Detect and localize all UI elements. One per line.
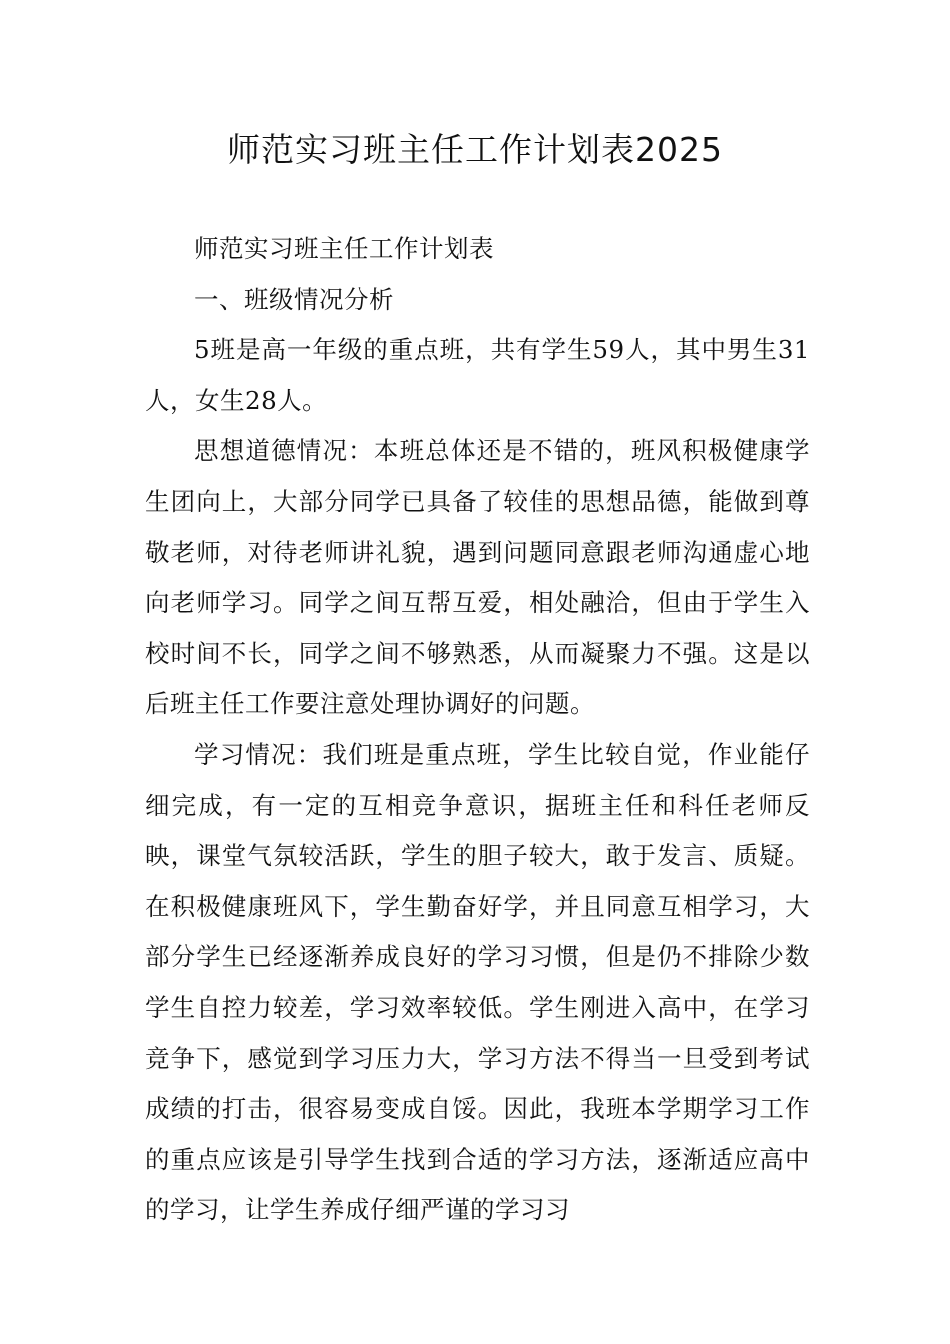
- paragraph-subtitle: 师范实习班主任工作计划表: [194, 234, 494, 263]
- document-title: 师范实习班主任工作计划表2025: [227, 130, 723, 169]
- paragraph-moral-situation: 思想道德情况：本班总体还是不错的，班风积极健康学生团向上，大部分同学已具备了较佳的思想品德，能做到尊敬老师，对待老师讲礼貌，遇到问题同意跟老师沟通虚心地向老师学习。同学之间互帮互爱，相处融洽，但由于学生入校时间不长，同学之间不够熟悉，从而凝聚力不强。这是以后班主任工作要注意处理协调好的问题。: [145, 436, 810, 719]
- paragraph-study-situation: 学习情况：我们班是重点班，学生比较自觉，作业能仔细完成，有一定的互相竞争意识，据班主任和科任老师反映，课堂气氛较活跃，学生的胆子较大，敢于发言、质疑。在积极健康班风下，学生勤奋好学，并且同意互相学习，大部分学生已经逐渐养成良好的学习习惯，但是仍不排除少数学生自控力较差，学习效率较低。学生刚进入高中，在学习竞争下，感觉到学习压力大，学习方法不得当一旦受到考试成绩的打击，很容易变成自馁。因此，我班本学期学习工作的重点应该是引导学生找到合适的学习方法，逐渐适应高中的学习，让学生养成仔细严谨的学习习: [145, 739, 810, 1225]
- paragraph-section-heading: 一、班级情况分析: [194, 284, 394, 314]
- paragraph-class-overview: 5班是高一年级的重点班，共有学生59人，其中男生31人，女生28人。: [145, 335, 810, 415]
- document-body: [145, 224, 810, 1236]
